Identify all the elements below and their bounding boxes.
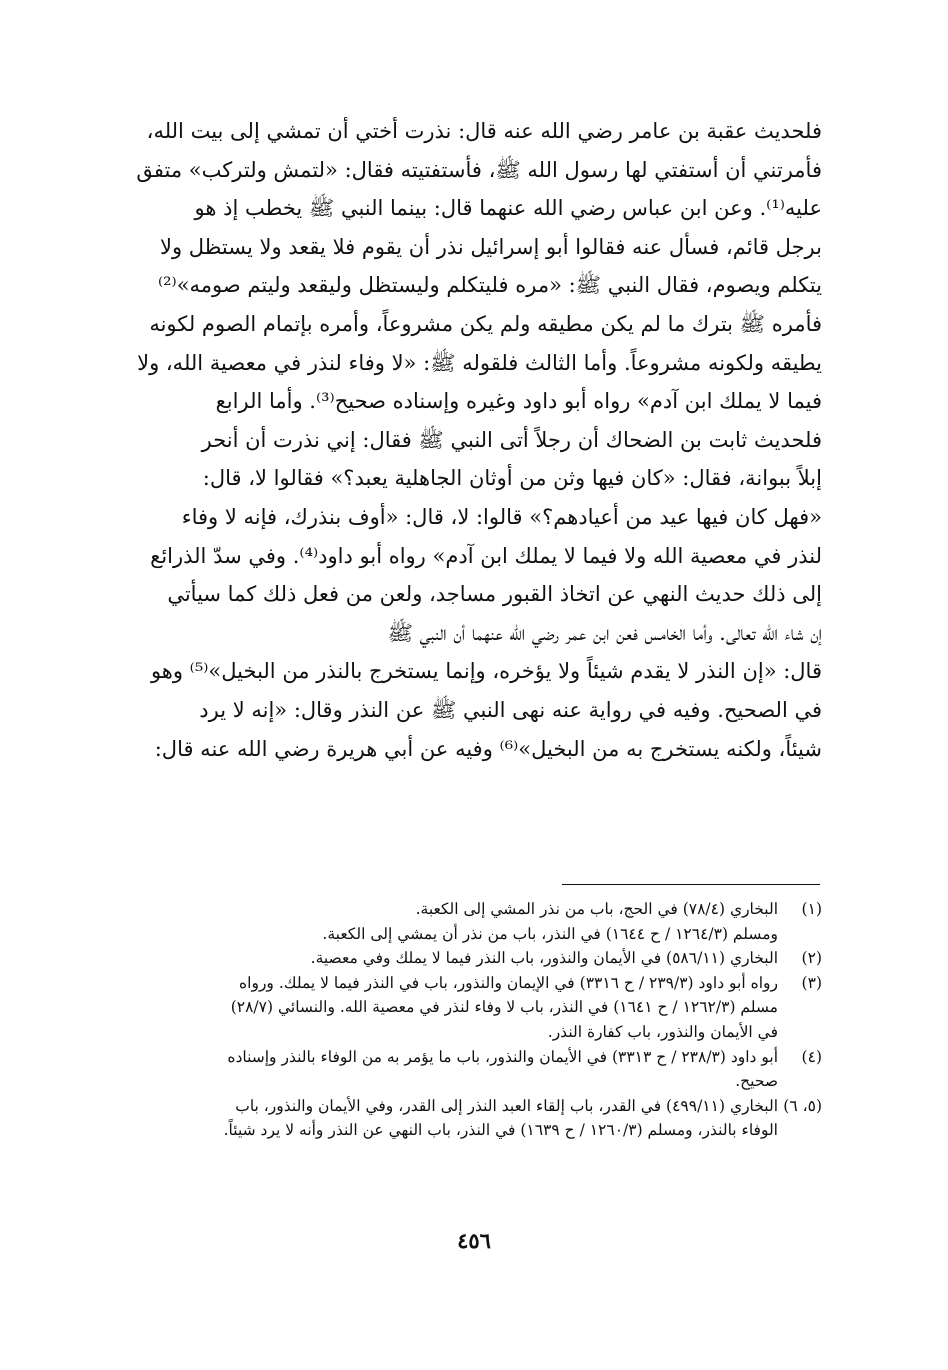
text-line: شيئاً، ولكنه يستخرج به من البخيل»⁽⁶⁾ وفيه عن أبي هريرة رضي الله عنه قال: <box>154 736 822 761</box>
footnote-text <box>96 946 778 971</box>
footnote-line: ومسلم (١٢٦٤/٣ / ح ١٦٤٤) في النذر، باب من نذر أن يمشي إلى الكعبة. <box>322 924 778 943</box>
main-text-body <box>100 112 822 768</box>
text-line: إن شاء الله تعالى. وأما الخامس فعن ابن عمر رضي الله عنهما أن النبي ﷺ <box>387 620 822 645</box>
text-line: في الصحيح. وفيه في رواية عنه نهى النبي ﷺ عن النذر وقال: «إنه لا يرد <box>199 697 822 722</box>
footnote-divider <box>562 884 820 885</box>
footnote-number: (٥، ٦) <box>783 1096 822 1115</box>
footnote-number: (١) <box>801 900 822 918</box>
footnote-text <box>96 971 778 1045</box>
footnote-line: البخاري (٤٩٩/١١) في القدر، باب إلقاء العبد النذر إلى القدر، وفي الأيمان والنذور، باب <box>235 1096 778 1115</box>
text-line: فيما لا يملك ابن آدم» رواه أبو داود وغيره وإسناده صحيح⁽³⁾. وأما الرابع <box>215 389 822 414</box>
text-line: فلحديث عقبة بن عامر رضي الله عنه قال: نذرت أختي أن تمشي إلى بيت الله، <box>146 119 822 143</box>
footnotes-section <box>96 897 822 1143</box>
footnote-line: رواه أبو داود (٢٣٩/٣ / ح ٣٣١٦) في الإيمان والنذور، باب في النذر فيما لا يملك. ورواه <box>239 973 778 992</box>
footnote-line: مسلم (١٢٦٢/٣ / ح ١٦٤١) في النذر، باب لا وفاء لنذر في معصية الله. والنسائي (٢٨/٧) <box>230 998 778 1017</box>
text-line: إلى ذلك حديث النهي عن اتخاذ القبور مساجد، ولعن من فعل ذلك كما سيأتي <box>167 582 822 607</box>
footnote-line: الوفاء بالنذر، ومسلم (١٢٦٠/٣ / ح ١٦٣٩) في النذر، باب النهي عن النذر وأنه لا يرد شيئاً. <box>223 1121 778 1140</box>
footnote-3 <box>96 971 822 1045</box>
footnote-text <box>96 897 778 946</box>
footnote-line: صحيح. <box>735 1072 778 1091</box>
text-line: فأمرتني أن أستفتي لها رسول الله ﷺ، فأستفتيته فقال: «لتمش ولتركب» متفق <box>136 157 822 182</box>
text-line: فلحديث ثابت بن الضحاك أن رجلاً أتى النبي ﷺ فقال: إني نذرت أن أنحر <box>201 427 822 452</box>
footnote-2 <box>96 946 822 971</box>
page-number: ٤٥٦ <box>457 1228 491 1253</box>
text-line: فأمره ﷺ بترك ما لم يكن مطيقه ولم يكن مشروعاً، وأمره بإتمام الصوم لكونه <box>149 311 822 336</box>
text-line: برجل قائم، فسأل عنه فقالوا أبو إسرائيل نذر أن يقوم فلا يقعد ولا يستظل ولا <box>159 234 822 259</box>
footnote-line: البخاري (٧٨/٤) في الحج، باب من نذر المشي إلى الكعبة. <box>415 900 778 918</box>
text-line: لنذر في معصية الله ولا فيما لا يملك ابن آدم» رواه أبو داود⁽⁴⁾. وفي سدّ الذرائع <box>150 543 822 568</box>
footnote-number: (٢) <box>801 949 822 968</box>
footnote-line: البخاري (٥٨٦/١١) في الأيمان والنذور، باب النذر فيما لا يملك وفي معصية. <box>310 949 778 968</box>
footnote-number: (٣) <box>801 973 822 992</box>
footnote-number: (٤) <box>801 1047 822 1066</box>
footnote-text <box>96 1094 778 1143</box>
text-line: يطيقه ولكونه مشروعاً. وأما الثالث فلقوله ﷺ: «لا وفاء لنذر في معصية الله، ولا <box>137 350 822 375</box>
footnote-1 <box>96 897 822 946</box>
text-line: يتكلم ويصوم، فقال النبي ﷺ: «مره فليتكلم وليستظل وليقعد وليتم صومه»⁽²⁾ <box>157 273 822 298</box>
text-line: إبلاً ببوانة، فقال: «كان فيها وثن من أوثان الجاهلية يعبد؟» فقالوا لا، قال: <box>202 466 822 491</box>
text-line: قال: «إن النذر لا يقدم شيئاً ولا يؤخره، وإنما يستخرج بالنذر من البخيل»⁽⁵⁾ وهو <box>150 659 822 684</box>
footnote-5-6 <box>96 1094 822 1143</box>
text-line: «فهل كان فيها عيد من أعيادهم؟» قالوا: لا، قال: «أوف بنذرك، فإنه لا وفاء <box>181 504 822 529</box>
text-line: عليه⁽¹⁾. وعن ابن عباس رضي الله عنهما قال: بينما النبي ﷺ يخطب إذ هو <box>194 196 822 221</box>
footnote-text <box>96 1045 778 1094</box>
footnote-line: أبو داود (٢٣٨/٣ / ح ٣٣١٣) في الأيمان والنذور، باب ما يؤمر به من الوفاء بالنذر وإسناده <box>227 1047 778 1066</box>
footnote-4 <box>96 1045 822 1094</box>
footnote-line: في الأيمان والنذور، باب كفارة النذر. <box>547 1022 778 1041</box>
